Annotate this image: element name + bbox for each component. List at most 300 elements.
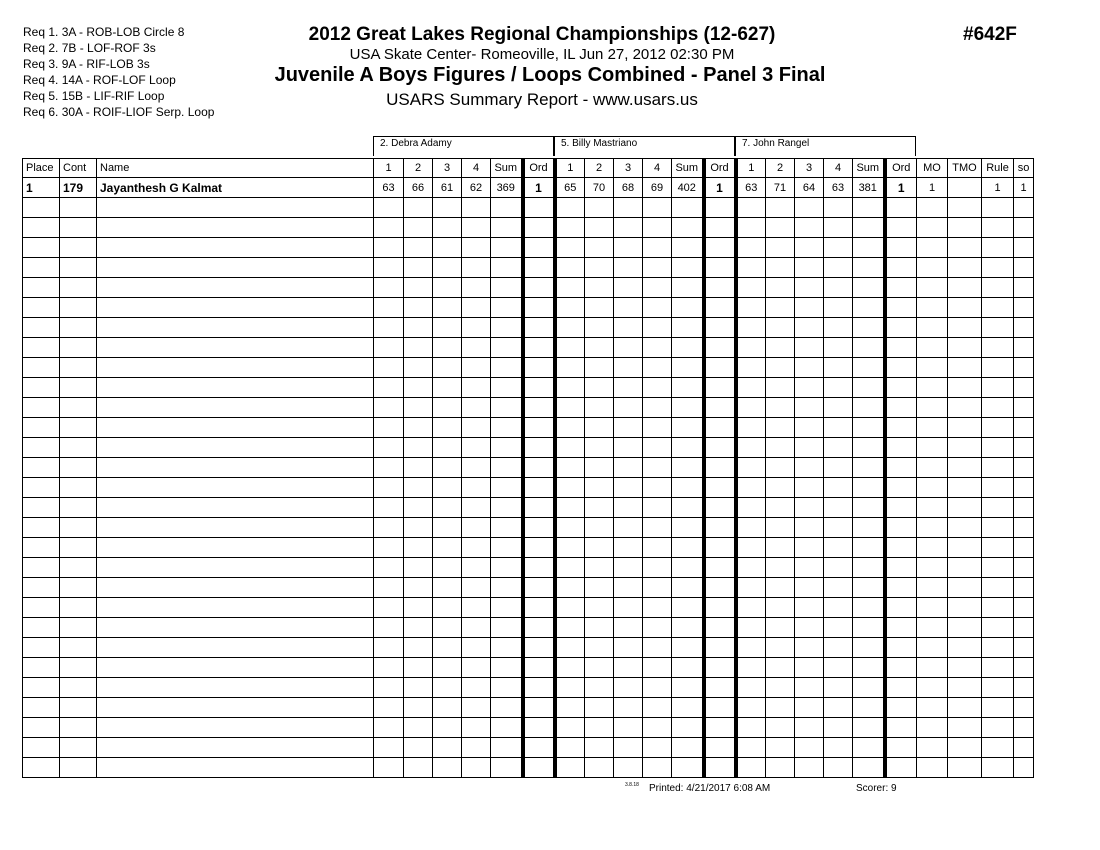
empty-cell: [433, 598, 462, 618]
judge-header-3: 7. John Rangel: [735, 136, 916, 156]
empty-cell: [97, 738, 374, 758]
empty-cell: [433, 318, 462, 338]
empty-cell: [853, 738, 885, 758]
empty-cell: [404, 538, 433, 558]
empty-cell: [704, 618, 736, 638]
empty-cell: [97, 558, 374, 578]
empty-cell: [643, 238, 672, 258]
empty-cell: [1014, 318, 1034, 338]
empty-cell: [917, 218, 948, 238]
empty-cell: [853, 318, 885, 338]
empty-cell: [704, 218, 736, 238]
empty-cell: [948, 518, 982, 538]
empty-cell: [704, 718, 736, 738]
empty-cell: [614, 318, 643, 338]
empty-cell: [23, 338, 60, 358]
empty-cell: [948, 598, 982, 618]
empty-cell: [462, 658, 491, 678]
empty-cell: [433, 518, 462, 538]
empty-cell: [97, 698, 374, 718]
empty-cell: [374, 318, 404, 338]
empty-cell: [374, 218, 404, 238]
empty-cell: [433, 438, 462, 458]
empty-cell: [404, 758, 433, 778]
empty-table-row: [23, 238, 1034, 258]
empty-cell: [60, 238, 97, 258]
empty-cell: [766, 198, 795, 218]
so-cell: 1: [1014, 178, 1034, 198]
empty-cell: [523, 718, 555, 738]
empty-cell: [433, 358, 462, 378]
empty-cell: [491, 558, 523, 578]
empty-cell: [672, 758, 704, 778]
empty-cell: [672, 198, 704, 218]
empty-cell: [60, 658, 97, 678]
empty-cell: [555, 258, 585, 278]
empty-cell: [672, 438, 704, 458]
empty-cell: [523, 758, 555, 778]
empty-cell: [982, 638, 1014, 658]
empty-cell: [404, 198, 433, 218]
empty-cell: [1014, 558, 1034, 578]
empty-cell: [982, 338, 1014, 358]
empty-cell: [885, 758, 917, 778]
empty-cell: [643, 458, 672, 478]
empty-cell: [982, 698, 1014, 718]
empty-cell: [824, 698, 853, 718]
empty-cell: [948, 658, 982, 678]
empty-cell: [433, 198, 462, 218]
empty-cell: [736, 378, 766, 398]
empty-cell: [672, 258, 704, 278]
empty-cell: [433, 698, 462, 718]
empty-cell: [853, 298, 885, 318]
empty-cell: [23, 738, 60, 758]
empty-cell: [917, 258, 948, 278]
empty-cell: [433, 758, 462, 778]
empty-cell: [404, 218, 433, 238]
empty-cell: [433, 278, 462, 298]
printed-date: Printed: 4/21/2017 6:08 AM: [649, 783, 771, 794]
empty-table-row: [23, 698, 1034, 718]
empty-cell: [885, 318, 917, 338]
empty-cell: [885, 498, 917, 518]
empty-cell: [982, 398, 1014, 418]
col-place: Place: [23, 159, 60, 178]
score-cell: 68: [614, 178, 643, 198]
empty-cell: [824, 578, 853, 598]
empty-cell: [948, 538, 982, 558]
empty-cell: [736, 658, 766, 678]
empty-cell: [853, 238, 885, 258]
empty-cell: [462, 378, 491, 398]
empty-cell: [672, 298, 704, 318]
empty-cell: [853, 418, 885, 438]
empty-cell: [853, 378, 885, 398]
empty-cell: [704, 438, 736, 458]
empty-cell: [885, 478, 917, 498]
empty-cell: [555, 738, 585, 758]
empty-cell: [433, 418, 462, 438]
empty-cell: [462, 758, 491, 778]
empty-cell: [523, 498, 555, 518]
empty-cell: [643, 498, 672, 518]
empty-table-row: [23, 618, 1034, 638]
empty-cell: [766, 318, 795, 338]
empty-cell: [374, 378, 404, 398]
empty-cell: [585, 598, 614, 618]
requirement-item: Req 2. 7B - LOF-ROF 3s: [23, 41, 156, 55]
empty-cell: [853, 278, 885, 298]
empty-cell: [917, 298, 948, 318]
empty-cell: [643, 418, 672, 438]
empty-cell: [404, 678, 433, 698]
empty-cell: [462, 358, 491, 378]
name-cell: Jayanthesh G Kalmat: [97, 178, 374, 198]
empty-cell: [948, 198, 982, 218]
empty-cell: [60, 738, 97, 758]
empty-cell: [614, 438, 643, 458]
score-cell: 69: [643, 178, 672, 198]
empty-cell: [555, 238, 585, 258]
col-j2-sum: Sum: [672, 159, 704, 178]
empty-cell: [374, 758, 404, 778]
empty-cell: [885, 518, 917, 538]
empty-cell: [704, 598, 736, 618]
empty-cell: [948, 338, 982, 358]
empty-cell: [766, 258, 795, 278]
empty-cell: [404, 658, 433, 678]
col-j3-s4: 4: [824, 159, 853, 178]
empty-cell: [643, 558, 672, 578]
empty-cell: [60, 358, 97, 378]
empty-table-row: [23, 318, 1034, 338]
empty-cell: [404, 358, 433, 378]
empty-cell: [433, 638, 462, 658]
empty-cell: [795, 698, 824, 718]
empty-cell: [885, 278, 917, 298]
empty-cell: [491, 698, 523, 718]
empty-cell: [60, 478, 97, 498]
empty-cell: [462, 238, 491, 258]
empty-cell: [23, 298, 60, 318]
empty-cell: [766, 738, 795, 758]
empty-cell: [523, 438, 555, 458]
empty-cell: [704, 238, 736, 258]
empty-cell: [374, 598, 404, 618]
empty-cell: [23, 358, 60, 378]
empty-cell: [704, 638, 736, 658]
empty-cell: [982, 598, 1014, 618]
empty-cell: [982, 518, 1014, 538]
empty-cell: [1014, 638, 1034, 658]
empty-cell: [404, 638, 433, 658]
empty-cell: [523, 618, 555, 638]
empty-cell: [555, 538, 585, 558]
empty-cell: [462, 318, 491, 338]
empty-cell: [433, 258, 462, 278]
event-number: #642F: [963, 24, 1017, 45]
empty-cell: [374, 298, 404, 318]
empty-cell: [23, 478, 60, 498]
empty-cell: [491, 378, 523, 398]
empty-cell: [982, 318, 1014, 338]
empty-cell: [60, 378, 97, 398]
empty-cell: [704, 698, 736, 718]
empty-cell: [795, 758, 824, 778]
empty-cell: [614, 238, 643, 258]
empty-table-row: [23, 498, 1034, 518]
empty-cell: [555, 338, 585, 358]
empty-cell: [917, 458, 948, 478]
empty-cell: [643, 358, 672, 378]
empty-cell: [917, 718, 948, 738]
empty-cell: [523, 418, 555, 438]
empty-cell: [982, 278, 1014, 298]
empty-cell: [97, 538, 374, 558]
empty-cell: [917, 478, 948, 498]
empty-cell: [704, 378, 736, 398]
empty-cell: [491, 578, 523, 598]
empty-cell: [704, 318, 736, 338]
empty-table-row: [23, 578, 1034, 598]
empty-cell: [948, 438, 982, 458]
empty-cell: [491, 538, 523, 558]
empty-cell: [885, 338, 917, 358]
empty-cell: [853, 718, 885, 738]
empty-cell: [491, 318, 523, 338]
empty-cell: [491, 398, 523, 418]
empty-cell: [736, 738, 766, 758]
empty-cell: [917, 378, 948, 398]
empty-cell: [824, 238, 853, 258]
empty-cell: [585, 638, 614, 658]
event-title: Juvenile A Boys Figures / Loops Combined - Panel 3 Final: [274, 64, 826, 86]
empty-cell: [643, 598, 672, 618]
empty-cell: [555, 618, 585, 638]
empty-cell: [555, 658, 585, 678]
empty-cell: [523, 398, 555, 418]
empty-cell: [97, 238, 374, 258]
empty-cell: [523, 518, 555, 538]
empty-cell: [704, 678, 736, 698]
empty-cell: [885, 458, 917, 478]
empty-cell: [491, 718, 523, 738]
empty-cell: [766, 698, 795, 718]
col-j3-s2: 2: [766, 159, 795, 178]
col-j2-s2: 2: [585, 159, 614, 178]
empty-cell: [795, 338, 824, 358]
empty-cell: [948, 378, 982, 398]
empty-cell: [917, 438, 948, 458]
empty-cell: [374, 198, 404, 218]
empty-cell: [585, 318, 614, 338]
empty-cell: [585, 758, 614, 778]
empty-cell: [614, 658, 643, 678]
empty-cell: [433, 498, 462, 518]
empty-cell: [614, 758, 643, 778]
empty-cell: [60, 418, 97, 438]
empty-cell: [885, 358, 917, 378]
empty-table-row: [23, 658, 1034, 678]
empty-cell: [948, 458, 982, 478]
empty-cell: [1014, 418, 1034, 438]
col-so: so: [1014, 159, 1034, 178]
empty-cell: [1014, 358, 1034, 378]
empty-cell: [23, 418, 60, 438]
empty-cell: [795, 738, 824, 758]
empty-cell: [853, 338, 885, 358]
empty-cell: [404, 378, 433, 398]
empty-cell: [736, 298, 766, 318]
col-j2-s3: 3: [614, 159, 643, 178]
empty-cell: [766, 558, 795, 578]
empty-cell: [824, 478, 853, 498]
empty-cell: [824, 318, 853, 338]
empty-table-row: [23, 218, 1034, 238]
empty-cell: [60, 598, 97, 618]
empty-cell: [736, 498, 766, 518]
empty-cell: [917, 698, 948, 718]
empty-cell: [824, 198, 853, 218]
empty-cell: [462, 718, 491, 738]
empty-cell: [614, 558, 643, 578]
empty-cell: [948, 718, 982, 738]
empty-cell: [614, 518, 643, 538]
empty-cell: [736, 358, 766, 378]
empty-cell: [643, 398, 672, 418]
empty-cell: [643, 338, 672, 358]
empty-cell: [462, 298, 491, 318]
empty-cell: [462, 598, 491, 618]
empty-cell: [853, 578, 885, 598]
version-stamp: 3.8.18: [625, 782, 639, 788]
empty-cell: [948, 678, 982, 698]
empty-cell: [948, 758, 982, 778]
empty-cell: [766, 678, 795, 698]
empty-cell: [917, 658, 948, 678]
empty-cell: [885, 598, 917, 618]
empty-cell: [982, 258, 1014, 278]
empty-cell: [853, 698, 885, 718]
empty-cell: [672, 238, 704, 258]
empty-cell: [643, 658, 672, 678]
empty-cell: [1014, 598, 1034, 618]
empty-cell: [523, 258, 555, 278]
empty-cell: [1014, 538, 1034, 558]
empty-cell: [704, 518, 736, 538]
empty-cell: [672, 278, 704, 298]
empty-cell: [60, 258, 97, 278]
empty-cell: [523, 238, 555, 258]
empty-cell: [795, 258, 824, 278]
empty-cell: [614, 638, 643, 658]
empty-cell: [23, 318, 60, 338]
empty-cell: [672, 538, 704, 558]
empty-cell: [404, 738, 433, 758]
empty-cell: [374, 638, 404, 658]
empty-cell: [1014, 758, 1034, 778]
empty-cell: [704, 198, 736, 218]
empty-cell: [462, 618, 491, 638]
empty-cell: [23, 758, 60, 778]
empty-cell: [60, 218, 97, 238]
empty-cell: [97, 438, 374, 458]
empty-cell: [736, 218, 766, 238]
empty-cell: [97, 758, 374, 778]
empty-cell: [672, 518, 704, 538]
empty-cell: [23, 678, 60, 698]
empty-cell: [948, 318, 982, 338]
empty-cell: [672, 638, 704, 658]
empty-cell: [555, 198, 585, 218]
empty-cell: [585, 498, 614, 518]
place-cell: 1: [23, 178, 60, 198]
empty-cell: [523, 378, 555, 398]
empty-cell: [374, 678, 404, 698]
empty-cell: [97, 578, 374, 598]
empty-table-row: [23, 358, 1034, 378]
empty-cell: [404, 398, 433, 418]
empty-cell: [374, 518, 404, 538]
empty-table-row: [23, 398, 1034, 418]
empty-cell: [736, 438, 766, 458]
empty-cell: [585, 558, 614, 578]
empty-cell: [433, 458, 462, 478]
empty-cell: [374, 438, 404, 458]
cont-cell: 179: [60, 178, 97, 198]
empty-cell: [917, 198, 948, 218]
empty-cell: [555, 678, 585, 698]
empty-cell: [766, 538, 795, 558]
empty-cell: [462, 478, 491, 498]
empty-cell: [614, 378, 643, 398]
empty-cell: [766, 638, 795, 658]
judge-header-1: 2. Debra Adamy: [373, 136, 554, 156]
empty-cell: [885, 618, 917, 638]
empty-cell: [374, 698, 404, 718]
empty-cell: [585, 338, 614, 358]
empty-cell: [795, 318, 824, 338]
empty-cell: [795, 458, 824, 478]
empty-cell: [795, 438, 824, 458]
empty-cell: [555, 758, 585, 778]
empty-cell: [1014, 518, 1034, 538]
empty-cell: [853, 458, 885, 478]
empty-cell: [23, 598, 60, 618]
empty-cell: [433, 558, 462, 578]
empty-cell: [704, 558, 736, 578]
col-name: Name: [97, 159, 374, 178]
requirement-item: Req 6. 30A - ROIF-LIOF Serp. Loop: [23, 105, 215, 119]
empty-cell: [948, 298, 982, 318]
empty-cell: [462, 698, 491, 718]
empty-cell: [523, 578, 555, 598]
empty-cell: [917, 318, 948, 338]
empty-cell: [585, 418, 614, 438]
empty-cell: [585, 298, 614, 318]
empty-cell: [795, 538, 824, 558]
empty-cell: [1014, 738, 1034, 758]
empty-cell: [97, 278, 374, 298]
empty-cell: [885, 738, 917, 758]
empty-cell: [948, 238, 982, 258]
empty-cell: [766, 758, 795, 778]
empty-cell: [704, 358, 736, 378]
empty-cell: [795, 218, 824, 238]
empty-cell: [766, 438, 795, 458]
empty-cell: [60, 298, 97, 318]
